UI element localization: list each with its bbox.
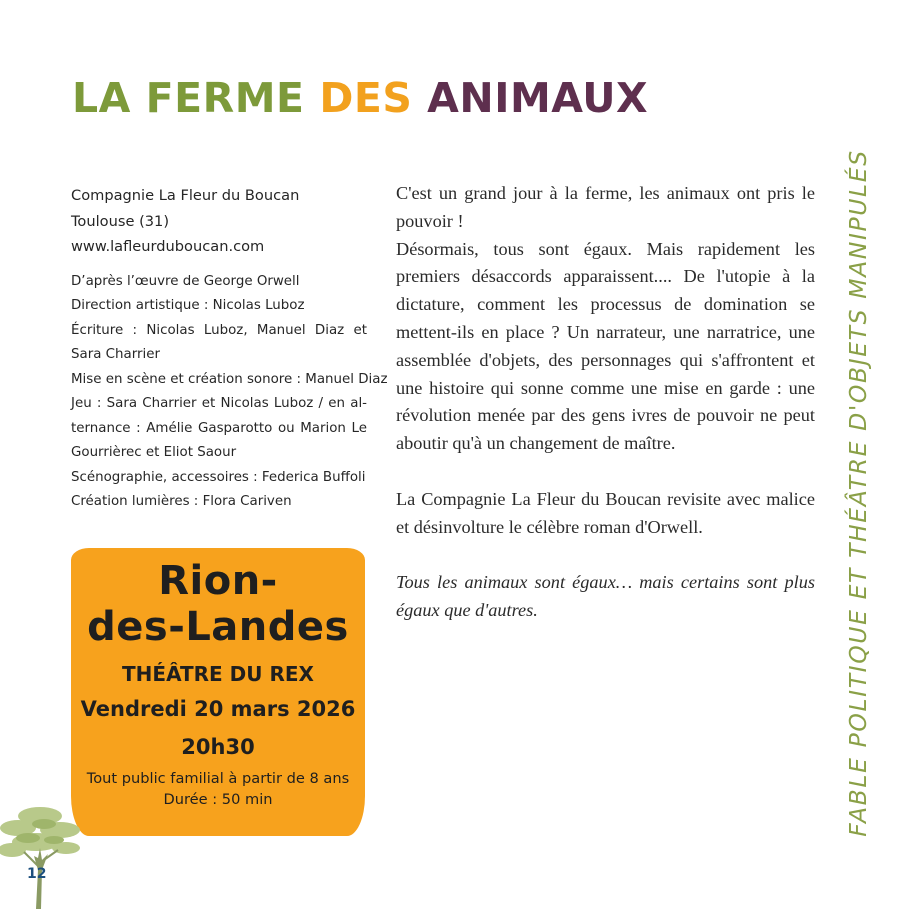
description-paragraph: C'est un grand jour à la ferme, les animaux ont pris le pouvoir !	[396, 183, 815, 231]
credit-line: Écriture : Nicolas Luboz, Manuel Diaz et	[71, 322, 367, 338]
side-title: FABLE POLITIQUE ET THÉÂTRE D'OBJETS MANIPULÉS	[844, 149, 872, 837]
page-title	[72, 74, 649, 122]
credit-line: Gourrièrec et Eliot Saour	[71, 445, 237, 460]
page-number: 12	[27, 866, 47, 882]
description-paragraph: Désormais, tous sont égaux. Mais rapidement les premiers désaccords apparaissent.... De l'utopie à la dictature, comment les processus de domination se mettent-ils en place ? Un narrateur, une narratrice, une assemblée d'objets, des personnages qui s'affrontent et une histoire qui sonne comme une mise en garde : une révolution menée par des gens ivres de pouvoir ne peut aboutir qu'à un changement de maître.	[396, 238, 815, 454]
credit-line: Création lumières : Flora Cariven	[71, 494, 292, 509]
description-column	[396, 180, 815, 625]
company-name: Compagnie La Fleur du Boucan	[71, 187, 300, 204]
credit-line: ternance : Amélie Gasparotto ou Marion Le	[71, 420, 367, 436]
title-word-la-ferme: LA FERME	[72, 74, 305, 122]
credit-line: D’après l’œuvre de George Orwell	[71, 273, 300, 289]
event-time: 20h30	[181, 735, 255, 759]
event-city	[71, 558, 365, 650]
title-word-animaux: ANIMAUX	[427, 74, 649, 122]
event-venue: THÉÂTRE DU REX	[122, 662, 314, 686]
event-date: Vendredi 20 mars 2026	[80, 697, 356, 721]
company-city: Toulouse (31)	[71, 212, 170, 230]
description-quote: Tous les animaux sont égaux… mais certains sont plus égaux que d'autres.	[396, 572, 815, 620]
credit-line: Sara Charrier	[71, 347, 160, 362]
tree-illustration	[0, 800, 90, 909]
credits-list	[71, 270, 388, 515]
credit-line: Scénographie, accessoires : Federica Buffoli	[71, 469, 366, 485]
credits-column	[71, 183, 388, 515]
description-paragraph: La Compagnie La Fleur du Boucan revisite avec malice et désinvolture le célèbre roman d'Orwell.	[396, 488, 815, 537]
title-word-des: DES	[319, 74, 413, 122]
credit-line: Jeu : Sara Charrier et Nicolas Luboz / en al-	[71, 396, 367, 411]
credit-line: Direction artistique : Nicolas Luboz	[71, 298, 305, 313]
company-block	[71, 183, 367, 260]
event-city-line1: Rion-	[158, 558, 278, 604]
event-duration: Durée : 50 min	[163, 791, 273, 808]
credit-line: Mise en scène et création sonore : Manuel Diaz	[71, 371, 388, 387]
company-website: www.lafleurduboucan.com	[71, 238, 265, 255]
event-badge	[71, 548, 365, 836]
event-city-line2: des-Landes	[87, 604, 349, 650]
event-audience: Tout public familial à partir de 8 ans	[86, 770, 350, 787]
